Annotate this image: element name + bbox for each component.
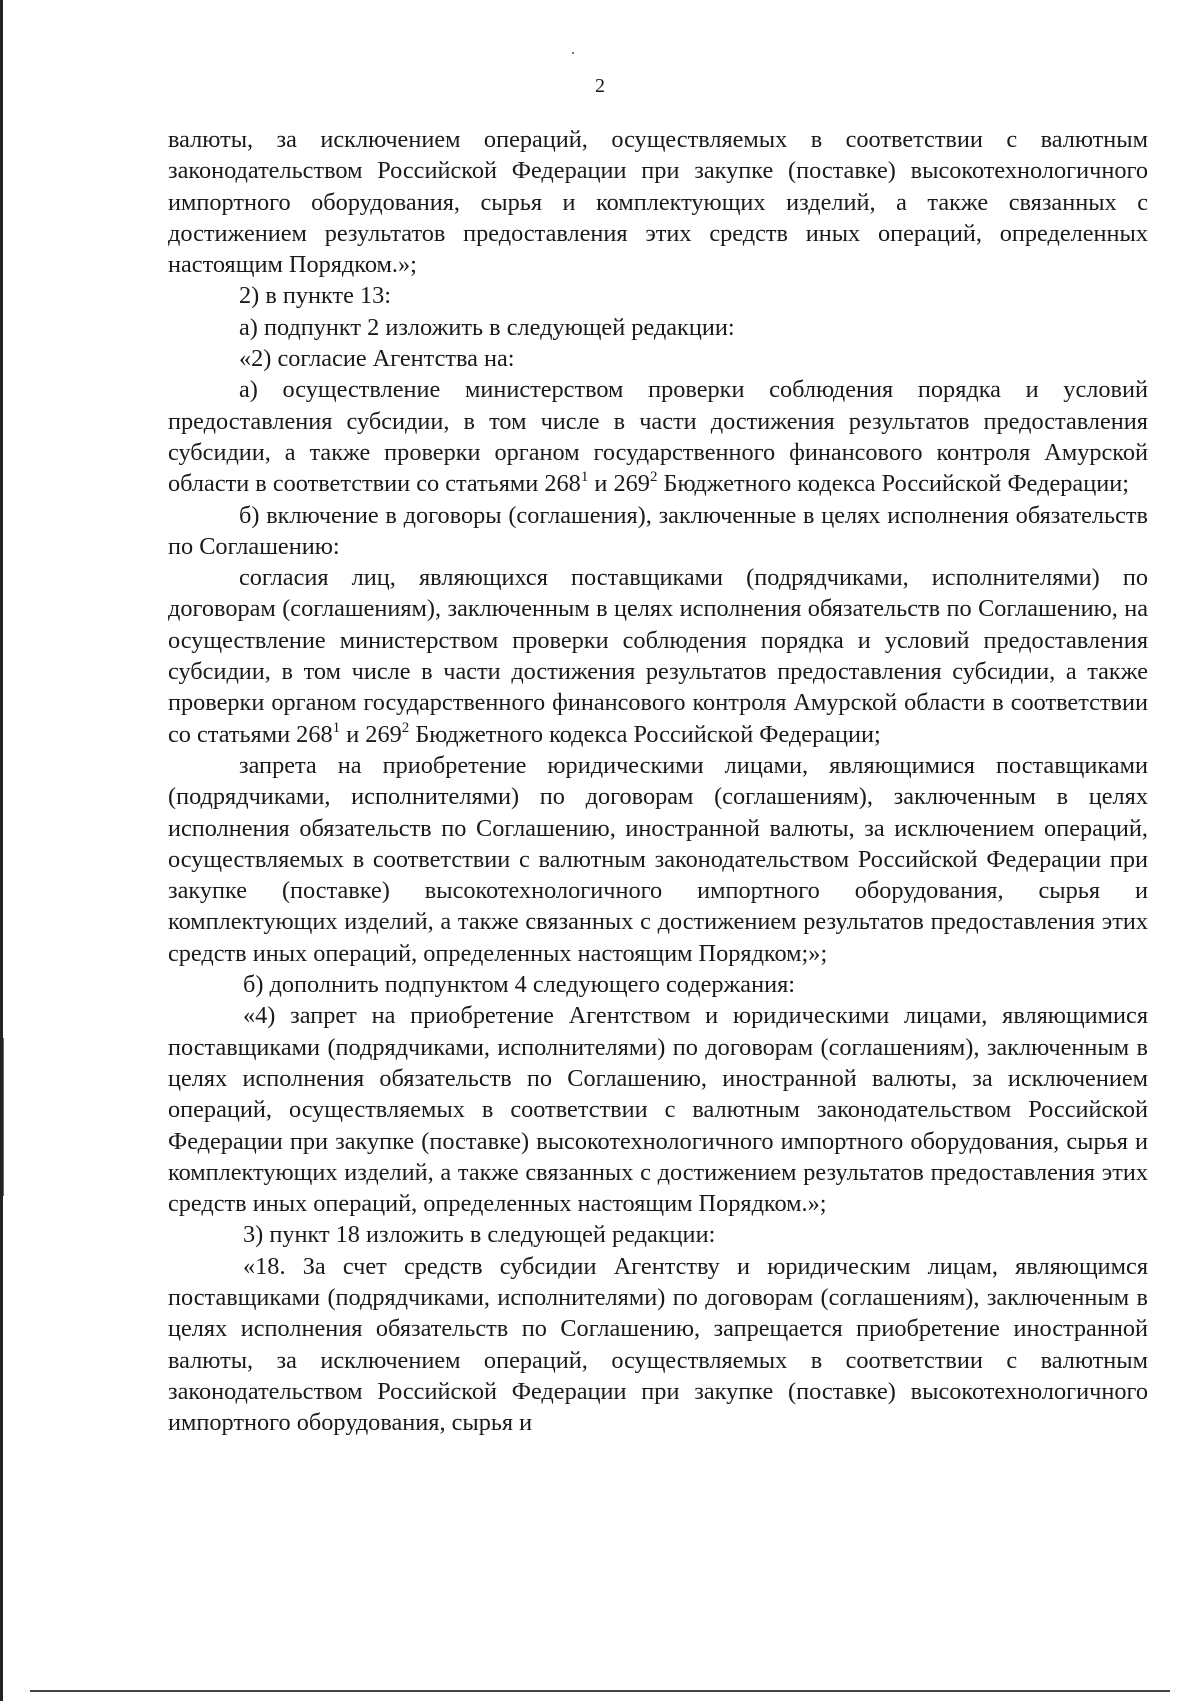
paragraph-3: а) подпункт 2 изложить в следующей редакции: xyxy=(239,313,735,341)
document-body xyxy=(168,124,1148,1438)
paragraph-4: «2) согласие Агентства на: xyxy=(239,345,515,373)
paragraph-7-end: Бюджетного кодекса Российской Федерации; xyxy=(409,720,881,748)
paragraph-11: 3) пункт 18 изложить в следующей редакции: xyxy=(243,1221,716,1249)
scan-left-edge xyxy=(0,0,3,1701)
paragraph-7-and: и 269 xyxy=(340,720,402,748)
superscript-2: 2 xyxy=(401,719,410,736)
paragraph-10: «4) запрет на приобретение Агентством и юридическими лицами, являющимися поставщиками (подрядчиками, исполнителями) по договорам (соглашениям), заключенным в целях исполнения обязательств по Соглашению, иностранной валюты, за исключением операций, осуществляемых в соответствии с валютным законодательством Российской Федерации при закупке (поставке) высокотехнологичного импортного оборудования, сырья и комплектующих изделий, а также связанных с достижением результатов предоставления этих средств иных операций, определенных настоящим Порядком.»; xyxy=(168,1002,1148,1218)
paragraph-9: б) дополнить подпунктом 4 следующего содержания: xyxy=(243,971,796,999)
scan-bottom-edge xyxy=(30,1690,1170,1692)
paragraph-5-text: а) осуществление министерством проверки соблюдения порядка и условий предоставления субсидии, в том числе в части достижения результатов предоставления субсидии, а также проверки органом государственного финансового контроля Амурской области в соответствии со статьями 268 xyxy=(168,376,1148,498)
superscript-1: 1 xyxy=(580,469,589,486)
paragraph-2: 2) в пункте 13: xyxy=(239,282,392,310)
paragraph-12: «18. За счет средств субсидии Агентству и юридическим лицам, являющимся поставщиками (подрядчиками, исполнителями) по договорам (соглашениям), заключенным в целях исполнения обязательств по Соглашению, запрещается приобретение иностранной валюты, за исключением операций, осуществляемых в соответствии с валютным законодательством Российской Федерации при закупке (поставке) высокотехнологичного импортного оборудования, сырья и xyxy=(168,1252,1148,1437)
paragraph-6: б) включение в договоры (соглашения), заключенные в целях исполнения обязательств по Соглашению: xyxy=(168,501,1148,560)
paragraph-8: запрета на приобретение юридическими лицами, являющимися поставщиками (подрядчиками, исполнителями) по договорам (соглашениям), заключенным в целях исполнения обязательств по Соглашению, иностранной валюты, за исключением операций, осуществляемых в соответствии с валютным законодательством Российской Федерации при закупке (поставке) высокотехнологичного импортного оборудования, сырья и комплектующих изделий, а также связанных с достижением результатов предоставления этих средств иных операций, определенных настоящим Порядком;»; xyxy=(168,751,1148,967)
paragraph-5-end: Бюджетного кодекса Российской Федерации; xyxy=(657,470,1129,498)
paragraph-5 xyxy=(168,374,1148,499)
paragraph-5-and: и 269 xyxy=(588,470,650,498)
paragraph-7 xyxy=(168,562,1148,750)
scan-speck xyxy=(572,52,574,54)
superscript-1: 1 xyxy=(332,719,341,736)
superscript-2: 2 xyxy=(649,469,658,486)
paragraph-1: валюты, за исключением операций, осуществляемых в соответствии с валютным законодательством Российской Федерации при закупке (поставке) высокотехнологичного импортного оборудования, сырья и комплектующих изделий, а также связанных с достижением результатов предоставления этих средств иных операций, определенных настоящим Порядком.»; xyxy=(168,126,1148,279)
paragraph-7-text: согласия лиц, являющихся поставщиками (подрядчиками, исполнителями) по договорам (соглашениям), заключенным в целях исполнения обязательств по Соглашению, на осуществление министерством проверки соблюдения порядка и условий предоставления субсидии, в том числе в части достижения результатов предоставления субсидии, а также проверки органом государственного финансового контроля Амурской области в соответствии со статьями 268 xyxy=(168,564,1148,748)
scan-margin-mark xyxy=(3,1038,4,1196)
page-number: 2 xyxy=(595,75,605,97)
